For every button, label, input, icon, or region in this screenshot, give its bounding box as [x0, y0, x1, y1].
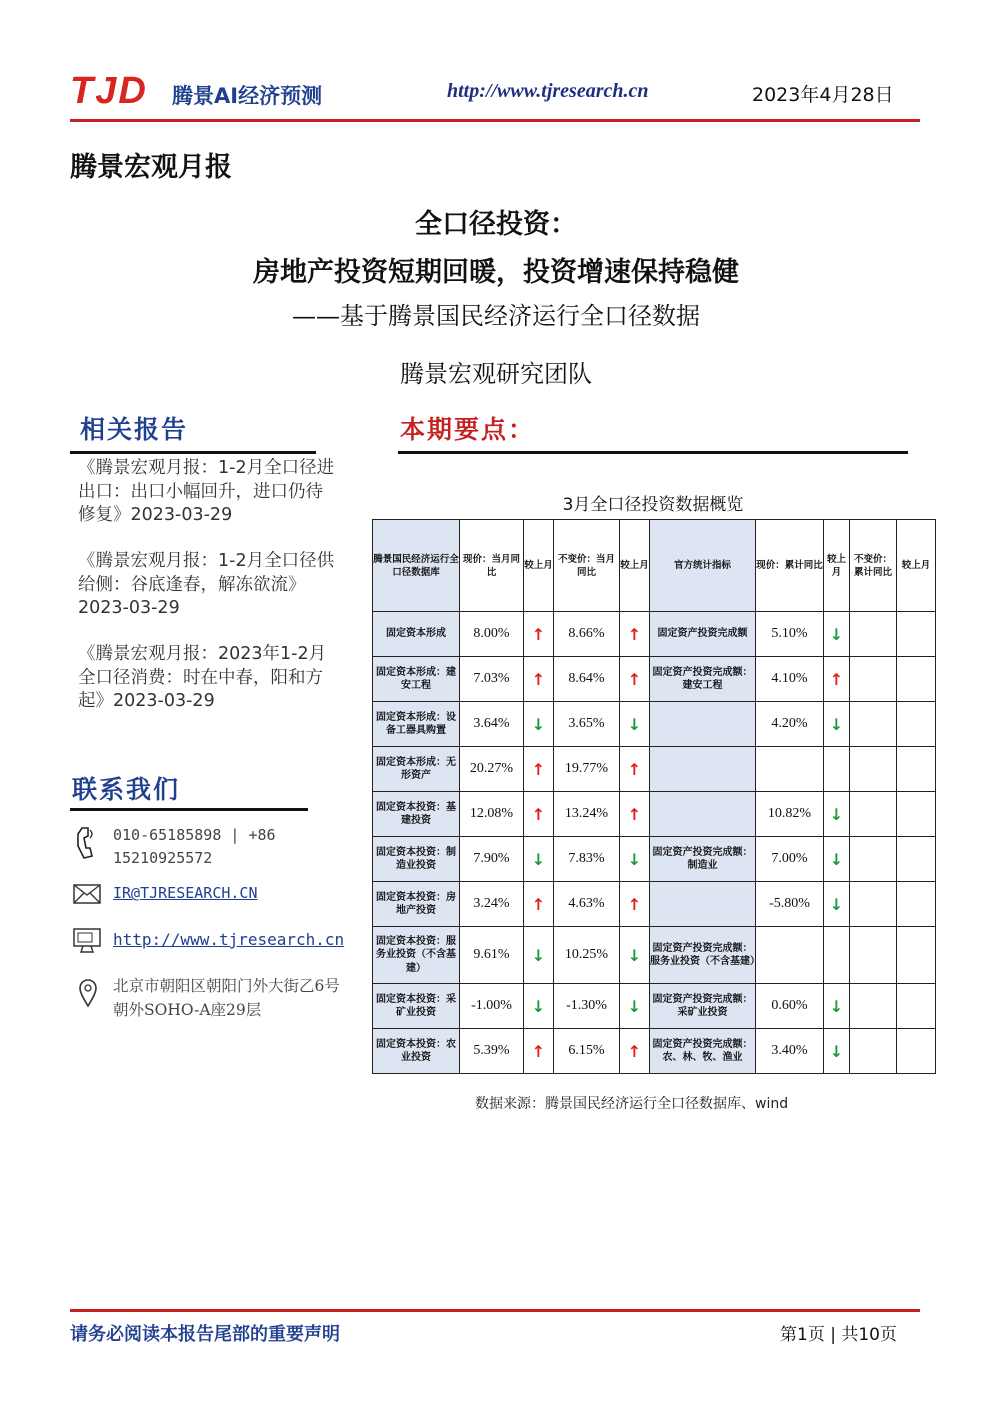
contact-divider: [70, 808, 308, 811]
location-pin-icon: [78, 978, 98, 1008]
row-label: 固定资本形成：建安工程: [373, 657, 460, 702]
empty-cell: [897, 657, 936, 702]
empty-cell: [897, 984, 936, 1029]
constant-price-yoy: -1.30%: [554, 984, 620, 1029]
row-label: 固定资本形成：无形资产: [373, 747, 460, 792]
row-label: 固定资本投资：服务业投资（不含基建）: [373, 927, 460, 984]
constant-price-yoy: 19.77%: [554, 747, 620, 792]
table-row: [373, 657, 936, 702]
arrow-up-icon: [620, 747, 650, 792]
table-title: 3月全口径投资数据概览: [562, 495, 744, 515]
footer-disclaimer: 请务必阅读本报告尾部的重要声明: [70, 1324, 340, 1345]
arrow-up-icon: [524, 882, 554, 927]
arrow-down-icon: ↓: [531, 945, 546, 965]
arrow-up-icon: ↑: [531, 1041, 546, 1061]
constant-price-yoy: 8.64%: [554, 657, 620, 702]
official-constant-yoy: [850, 1029, 897, 1074]
table-row: [373, 927, 936, 984]
arrow-up-icon: ↑: [627, 804, 642, 824]
row-label: 固定资本投资：农业投资: [373, 1029, 460, 1074]
arrow-up-icon: ↑: [627, 759, 642, 779]
data-source-note: 数据来源：腾景国民经济运行全口径数据库、wind: [475, 1096, 789, 1112]
row-label: 固定资本投资：基建投资: [373, 792, 460, 837]
col-header: 官方统计指标: [650, 520, 756, 612]
logo-mark: TJD: [70, 70, 148, 112]
header-divider: [70, 119, 920, 122]
arrow-up-icon: ↑: [531, 759, 546, 779]
arrow-down-icon: ↓: [531, 714, 546, 734]
arrow-down-icon: [524, 927, 554, 984]
empty-cell: [897, 837, 936, 882]
arrow-down-icon: ↓: [531, 849, 546, 869]
empty-cell: [897, 612, 936, 657]
empty-cell: [897, 702, 936, 747]
contact-phone: 010-65185898 | +86 15210925572: [113, 826, 276, 867]
row-label: 固定资本投资：采矿业投资: [373, 984, 460, 1029]
current-price-yoy: 8.00%: [460, 612, 524, 657]
arrow-up-icon: [620, 1029, 650, 1074]
arrow-up-icon: [524, 1029, 554, 1074]
report-date: 2023年4月28日: [752, 84, 894, 106]
arrow-up-icon: [524, 792, 554, 837]
official-indicator: [650, 792, 756, 837]
current-price-yoy: 9.61%: [460, 927, 524, 984]
official-indicator: 固定资产投资完成额: [650, 612, 756, 657]
footer-divider: [70, 1309, 920, 1312]
contact-email-link[interactable]: IR@TJRESEARCH.CN: [113, 884, 258, 902]
investment-data-table: [372, 519, 936, 1074]
arrow-down-icon: [524, 984, 554, 1029]
current-price-yoy: -1.00%: [460, 984, 524, 1029]
arrow-down-icon: ↓: [627, 996, 642, 1016]
official-cumulative-yoy: 5.10%: [756, 612, 824, 657]
arrow-up-icon: [620, 612, 650, 657]
arrow-down-icon: ↓: [531, 996, 546, 1016]
arrow-up-icon: [524, 612, 554, 657]
related-report-item[interactable]: 《腾景宏观月报：1-2月全口径供给侧：谷底逢春，解冻欲流》2023-03-29: [78, 551, 335, 618]
official-indicator: 固定资产投资完成额：制造业: [650, 837, 756, 882]
arrow-up-icon: [524, 657, 554, 702]
arrow-down-icon: [824, 984, 850, 1029]
title-line-2: 房地产投资短期回暖，投资增速保持稳健: [253, 257, 739, 288]
official-constant-yoy: [850, 612, 897, 657]
brand-name: 腾景AI经济预测: [172, 84, 323, 108]
contact-heading: 联系我们: [72, 775, 181, 804]
arrow-up-icon: ↑: [531, 624, 546, 644]
col-header: 不变价：当月同比: [554, 520, 620, 612]
official-constant-yoy: [850, 657, 897, 702]
arrow-up-icon: ↑: [627, 894, 642, 914]
author-team: 腾景宏观研究团队: [400, 360, 592, 388]
col-header: 较上月: [524, 520, 554, 612]
empty-cell: [824, 927, 850, 984]
constant-price-yoy: 6.15%: [554, 1029, 620, 1074]
arrow-down-icon: ↓: [627, 945, 642, 965]
current-price-yoy: 20.27%: [460, 747, 524, 792]
empty-cell: [897, 792, 936, 837]
arrow-up-icon: [620, 882, 650, 927]
table-row: [373, 612, 936, 657]
constant-price-yoy: 10.25%: [554, 927, 620, 984]
related-divider: [70, 451, 316, 454]
contact-address: 北京市朝阳区朝阳门外大街乙6号朝外SOHO-A座29层: [113, 977, 340, 1019]
arrow-down-icon: [524, 702, 554, 747]
arrow-down-icon: [824, 1029, 850, 1074]
official-cumulative-yoy: 10.82%: [756, 792, 824, 837]
page-number: 第1页 | 共10页: [780, 1325, 897, 1345]
row-label: 固定资本形成: [373, 612, 460, 657]
col-header: 较上月: [897, 520, 936, 612]
title-line-1: 全口径投资：: [415, 209, 577, 240]
official-indicator: [650, 702, 756, 747]
arrow-down-icon: [824, 612, 850, 657]
arrow-down-icon: ↓: [829, 804, 844, 824]
arrow-down-icon: ↓: [829, 1041, 844, 1061]
arrow-down-icon: [524, 837, 554, 882]
email-icon: [73, 884, 101, 904]
table-row: [373, 882, 936, 927]
arrow-down-icon: ↓: [627, 849, 642, 869]
arrow-up-icon: [620, 792, 650, 837]
official-constant-yoy: [850, 927, 897, 984]
col-header: 腾景国民经济运行全口径数据库: [373, 520, 460, 612]
arrow-down-icon: [620, 984, 650, 1029]
arrow-down-icon: [824, 882, 850, 927]
official-indicator: 固定资产投资完成额：建安工程: [650, 657, 756, 702]
contact-website-link[interactable]: http://www.tjresearch.cn: [113, 930, 345, 949]
official-indicator: [650, 747, 756, 792]
arrow-up-icon: ↑: [531, 804, 546, 824]
official-cumulative-yoy: [756, 747, 824, 792]
col-header: 较上月: [824, 520, 850, 612]
related-report-item[interactable]: 《腾景宏观月报：1-2月全口径进出口：出口小幅回升，进口仍待修复》2023-03-29: [78, 458, 335, 525]
current-price-yoy: 7.90%: [460, 837, 524, 882]
arrow-down-icon: [620, 927, 650, 984]
table-row: [373, 792, 936, 837]
arrow-down-icon: ↓: [829, 849, 844, 869]
current-price-yoy: 3.64%: [460, 702, 524, 747]
col-header: 不变价：累计同比: [850, 520, 897, 612]
current-price-yoy: 3.24%: [460, 882, 524, 927]
official-indicator: 固定资产投资完成额：服务业投资（不含基建）: [650, 927, 756, 984]
empty-cell: [897, 882, 936, 927]
constant-price-yoy: 4.63%: [554, 882, 620, 927]
official-cumulative-yoy: 3.40%: [756, 1029, 824, 1074]
official-constant-yoy: [850, 984, 897, 1029]
arrow-down-icon: [620, 702, 650, 747]
constant-price-yoy: 7.83%: [554, 837, 620, 882]
official-cumulative-yoy: [756, 927, 824, 984]
table-row: [373, 1029, 936, 1074]
col-header: 现价：当月同比: [460, 520, 524, 612]
arrow-down-icon: ↓: [829, 996, 844, 1016]
subtitle: ——基于腾景国民经济运行全口径数据: [292, 302, 700, 330]
constant-price-yoy: 13.24%: [554, 792, 620, 837]
current-price-yoy: 12.08%: [460, 792, 524, 837]
table-row: [373, 984, 936, 1029]
arrow-up-icon: ↑: [627, 624, 642, 644]
official-constant-yoy: [850, 837, 897, 882]
empty-cell: [897, 1029, 936, 1074]
related-reports-heading: 相关报告: [80, 415, 189, 444]
arrow-up-icon: ↑: [627, 669, 642, 689]
col-header: 较上月: [620, 520, 650, 612]
arrow-down-icon: [824, 837, 850, 882]
arrow-down-icon: ↓: [829, 624, 844, 644]
arrow-up-icon: ↑: [531, 669, 546, 689]
official-indicator: 固定资产投资完成额：农、林、牧、渔业: [650, 1029, 756, 1074]
arrow-down-icon: ↓: [829, 894, 844, 914]
official-constant-yoy: [850, 792, 897, 837]
arrow-up-icon: ↑: [531, 894, 546, 914]
official-constant-yoy: [850, 747, 897, 792]
row-label: 固定资本投资：房地产投资: [373, 882, 460, 927]
arrow-up-icon: ↑: [829, 669, 844, 689]
official-cumulative-yoy: 7.00%: [756, 837, 824, 882]
col-header: 现价：累计同比: [756, 520, 824, 612]
official-indicator: 固定资产投资完成额：采矿业投资: [650, 984, 756, 1029]
empty-cell: [897, 927, 936, 984]
row-label: 固定资本投资：制造业投资: [373, 837, 460, 882]
arrow-up-icon: [524, 747, 554, 792]
row-label: 固定资本形成：设备工器具购置: [373, 702, 460, 747]
arrow-up-icon: [824, 657, 850, 702]
official-cumulative-yoy: 4.20%: [756, 702, 824, 747]
current-price-yoy: 5.39%: [460, 1029, 524, 1074]
table-row: [373, 747, 936, 792]
constant-price-yoy: 3.65%: [554, 702, 620, 747]
constant-price-yoy: 8.66%: [554, 612, 620, 657]
header-url-link[interactable]: http://www.tjresearch.cn: [447, 80, 649, 102]
related-report-item[interactable]: 《腾景宏观月报：2023年1-2月全口径消费：时在中春，阳和方起》2023-03-29: [78, 644, 327, 711]
table-row: [373, 702, 936, 747]
arrow-up-icon: ↑: [627, 1041, 642, 1061]
monitor-icon: [73, 928, 101, 954]
keypoints-heading: 本期要点：: [400, 415, 536, 444]
table-row: [373, 837, 936, 882]
arrow-down-icon: [824, 702, 850, 747]
arrow-down-icon: [620, 837, 650, 882]
empty-cell: [824, 747, 850, 792]
report-series-title: 腾景宏观月报: [70, 152, 232, 183]
arrow-down-icon: ↓: [627, 714, 642, 734]
official-constant-yoy: [850, 882, 897, 927]
arrow-up-icon: [620, 657, 650, 702]
official-cumulative-yoy: 4.10%: [756, 657, 824, 702]
phone-icon: [72, 826, 96, 860]
official-indicator: [650, 882, 756, 927]
arrow-down-icon: ↓: [829, 714, 844, 734]
official-cumulative-yoy: 0.60%: [756, 984, 824, 1029]
table-header-row: [373, 520, 936, 612]
keypoints-divider: [398, 451, 908, 454]
empty-cell: [897, 747, 936, 792]
official-cumulative-yoy: -5.80%: [756, 882, 824, 927]
current-price-yoy: 7.03%: [460, 657, 524, 702]
official-constant-yoy: [850, 702, 897, 747]
arrow-down-icon: [824, 792, 850, 837]
